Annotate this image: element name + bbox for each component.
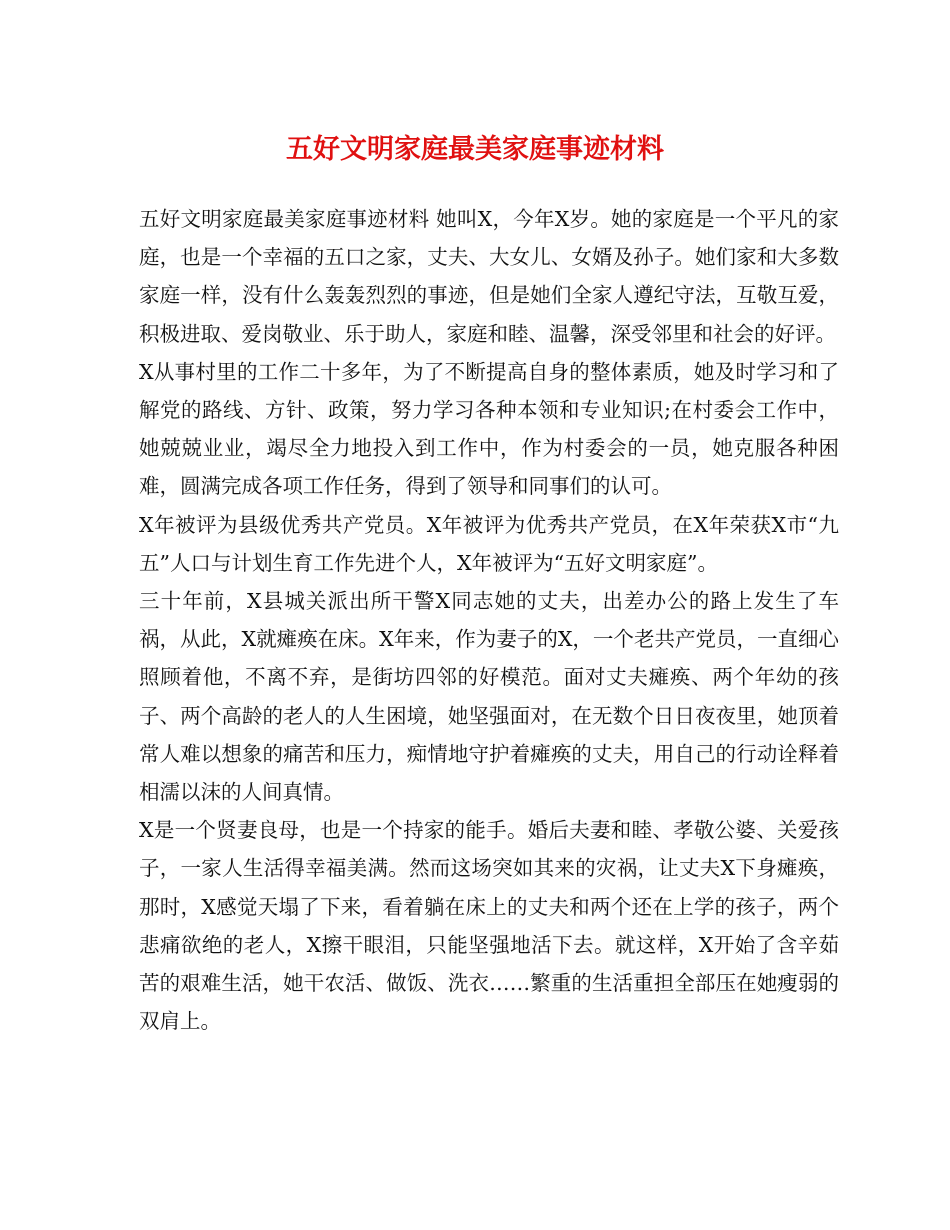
document-body [139,200,839,1040]
paragraph-1: 五好文明家庭最美家庭事迹材料 她叫X，今年X岁。她的家庭是一个平凡的家庭，也是一个幸福的五口之家，丈夫、大女儿、女婿及孙子。她们家和大多数家庭一样，没有什么轰轰烈烈的事迹，但是她们全家人遵纪守法，互敬互爱，积极进取、爱岗敬业、乐于助人，家庭和睦、温馨，深受邻里和社会的好评。 [139,207,839,346]
document-title: 五好文明家庭最美家庭事迹材料 [286,134,664,165]
paragraph-4: 三十年前，X县城关派出所干警X同志她的丈夫，出差办公的路上发生了车祸，从此，X就瘫痪在床。X年来，作为妻子的X，一个老共产党员，一直细心照顾着他，不离不弃，是街坊四邻的好模范。面对丈夫瘫痪、两个年幼的孩子、两个高龄的老人的人生困境，她坚强面对，在无数个日日夜夜里，她顶着常人难以想象的痛苦和压力，痴情地守护着瘫痪的丈夫，用自己的行动诠释着相濡以沫的人间真情。 [139,589,839,805]
paragraph-5: X是一个贤妻良母，也是一个持家的能手。婚后夫妻和睦、孝敬公婆、关爱孩子，一家人生活得幸福美满。然而这场突如其来的灾祸，让丈夫X下身瘫痪，那时，X感觉天塌了下来，看着躺在床上的丈夫和两个还在上学的孩子，两个悲痛欲绝的老人，X擦干眼泪，只能坚强地活下去。就这样，X开始了含辛茹苦的艰难生活，她干农活、做饭、洗衣……繁重的生活重担全部压在她瘦弱的双肩上。 [139,818,839,1034]
paragraph-2: X从事村里的工作二十多年，为了不断提高自身的整体素质，她及时学习和了解党的路线、方针、政策，努力学习各种本领和专业知识;在村委会工作中，她兢兢业业，竭尽全力地投入到工作中，作为村委会的一员，她克服各种困难，圆满完成各项工作任务，得到了领导和同事们的认可。 [139,359,839,499]
paragraph-3: X年被评为县级优秀共产党员。X年被评为优秀共产党员，在X年荣获X市“九五”人口与计划生育工作先进个人，X年被评为“五好文明家庭”。 [139,512,839,575]
